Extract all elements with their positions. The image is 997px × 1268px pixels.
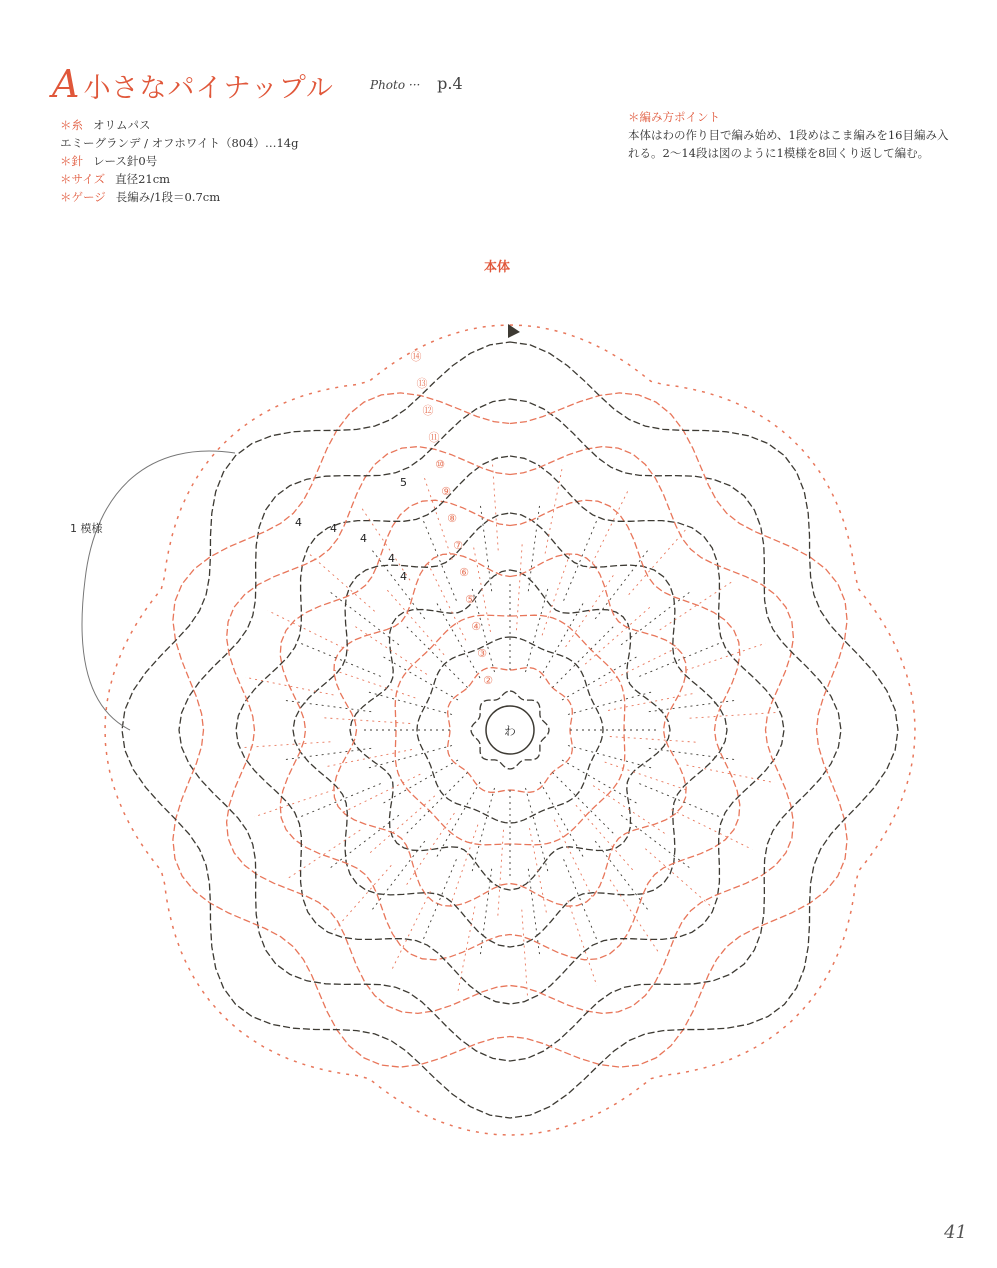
repeat-bracket	[82, 451, 235, 730]
spec-row	[60, 188, 298, 206]
stitch-count: 4	[388, 552, 395, 565]
pattern-letter: A	[52, 62, 80, 106]
round-number: ⑭	[410, 350, 422, 363]
spec-row	[60, 152, 298, 170]
round-number: ⑩	[435, 458, 445, 471]
round-number: ⑦	[453, 539, 463, 552]
spec-value: レース針0号	[93, 154, 158, 168]
stitch-tick	[282, 748, 371, 760]
magic-ring-label: わ	[503, 724, 517, 738]
stitch-tick	[554, 820, 594, 901]
repeat-label: 1 模様	[70, 522, 103, 535]
points-heading: ＊編み方ポイント	[628, 110, 720, 124]
stitch-tick	[480, 869, 492, 958]
stitch-tick	[404, 624, 468, 688]
stitch-tick	[298, 642, 381, 676]
spec-key: ＊針	[60, 154, 83, 168]
stitch-tick	[365, 746, 452, 769]
stitch-tick	[645, 849, 713, 908]
round-number: ⑤	[465, 593, 475, 606]
materials-specs	[60, 116, 298, 206]
stitch-count: 4	[400, 570, 407, 583]
photo-page: p.4	[437, 74, 463, 93]
stitch-tick	[649, 700, 738, 712]
diagram-title: 本体	[484, 260, 511, 275]
stitch-tick	[680, 643, 765, 672]
spec-row	[60, 134, 298, 152]
stitch-count: 4	[295, 516, 302, 529]
stitch-tick	[328, 590, 399, 645]
spec-row	[60, 170, 298, 188]
stitch-tick	[471, 788, 494, 875]
stitch-tick	[568, 900, 597, 985]
stitch-tick	[340, 774, 421, 814]
stitch-tick	[282, 700, 371, 712]
round-number: ⑧	[447, 512, 457, 525]
stitch-count: 5	[400, 476, 407, 489]
stitch-tick	[608, 693, 696, 711]
photo-reference	[370, 74, 463, 93]
round-number: ⑫	[422, 404, 434, 417]
round-labels	[295, 350, 493, 687]
stitch-tick	[629, 527, 688, 595]
pattern-title	[52, 62, 334, 106]
stitch-tick	[649, 748, 738, 760]
stitch-tick	[473, 544, 491, 632]
stitch-tick	[307, 552, 375, 611]
stitch-tick	[671, 810, 752, 850]
start-arrow-icon	[508, 324, 520, 338]
page-number: 41	[944, 1222, 967, 1243]
stitch-tick	[542, 550, 571, 635]
stitch-tick	[690, 712, 780, 718]
stitch-tick	[320, 718, 410, 724]
stitch-tick	[268, 611, 349, 651]
stitch-tick	[600, 646, 681, 686]
round-number: ④	[471, 620, 481, 633]
stitch-tick	[528, 869, 540, 958]
stitch-tick	[480, 502, 492, 591]
spec-key: ＊サイズ	[60, 172, 106, 186]
stitch-tick	[564, 518, 598, 601]
crochet-chart	[0, 280, 997, 1200]
round-number: ②	[483, 674, 493, 687]
spec-value: エミーグランデ / オフホワイト（804）…14g	[60, 136, 299, 150]
pattern-name: 小さなパイナップル	[83, 73, 334, 104]
stitch-tick	[422, 859, 456, 942]
stitch-count: 4	[330, 522, 337, 535]
stitch-tick	[639, 784, 722, 818]
stitch-tick	[528, 502, 540, 591]
points-line: れる。2〜14段は図のように1模様を8回くり返して編む。	[628, 146, 930, 160]
stitch-tick	[585, 605, 653, 664]
spec-value: オリムパス	[93, 118, 151, 132]
stitch-tick	[254, 788, 339, 817]
round-number: ⑪	[428, 431, 440, 444]
round-number: ⑥	[459, 566, 469, 579]
stitch-tick	[517, 540, 523, 630]
stitch-tick	[639, 642, 722, 676]
photo-label: Photo ···	[370, 78, 421, 92]
spec-value: 直径21cm	[115, 172, 171, 186]
stitch-tick	[498, 830, 504, 920]
stitch-tick	[590, 488, 630, 569]
round-number: ③	[477, 647, 487, 660]
stitch-tick	[332, 865, 391, 933]
knitting-points	[628, 108, 958, 162]
spec-key: ＊ゲージ	[60, 190, 106, 204]
stitch-tick	[522, 910, 528, 1000]
stitch-tick	[330, 669, 415, 698]
stitch-tick	[605, 762, 690, 791]
stitch-count: 4	[360, 532, 367, 545]
points-line: 本体はわの作り目で編み始め、1段めはこま編みを16目編み入	[628, 128, 949, 142]
stitch-tick	[492, 461, 498, 551]
stitch-tick	[562, 655, 640, 700]
stitch-tick	[610, 737, 700, 743]
stitch-tick	[530, 828, 548, 916]
stitch-tick	[298, 784, 381, 818]
stitch-tick	[367, 796, 435, 855]
stitch-tick	[564, 859, 598, 942]
stitch-tick	[324, 750, 412, 768]
spec-key: ＊糸	[60, 118, 83, 132]
stitch-tick	[391, 891, 431, 972]
stitch-tick	[568, 691, 655, 714]
stitch-tick	[422, 518, 456, 601]
round-number: ⑨	[441, 485, 451, 498]
stitch-tick	[449, 825, 478, 910]
stitch-tick	[241, 742, 331, 748]
spec-row	[60, 116, 298, 134]
round-number: ⑬	[416, 377, 428, 390]
spec-value: 長編み/1段＝0.7cm	[115, 190, 221, 204]
